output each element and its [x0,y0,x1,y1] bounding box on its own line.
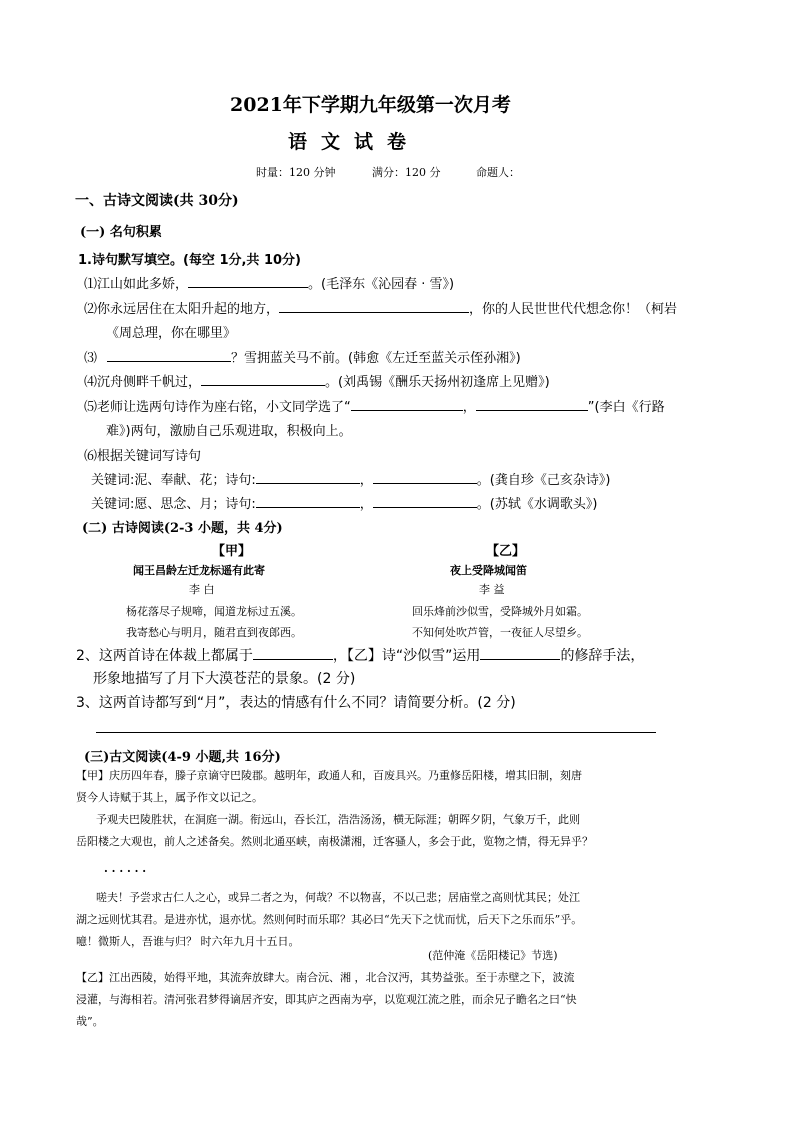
item-text: 。(苏轼《水调歌头》) [476,497,598,512]
item-text: ⑵你永远居住在太阳升起的地方， [84,302,280,317]
answer-blank[interactable] [279,300,469,313]
item-text: ， [359,497,373,512]
part2-heading: (二) 古诗阅读(2-3 小题，共 4分) [82,521,283,536]
item-text: ， [462,400,476,415]
poem-b-tag: 【乙】 [486,544,526,559]
fill-item-5-cont: 难》)两句，激励自己乐观进取，积极向上。 [106,424,352,439]
answer-blank[interactable] [351,398,463,411]
poem-b-author: 李 益 [479,583,505,596]
poem-a-author: 李 白 [189,583,215,596]
item-text: 。(刘禹锡《酬乐天扬州初逢席上见赠》) [325,375,550,390]
omission-dots: · · · · · · [104,865,147,878]
answer-blank[interactable] [188,275,308,288]
item-text: 关键词:泥、奉献、花；诗句: [91,473,256,488]
q1-title: 1.诗句默写填空。(每空 1分,共 10分) [78,253,301,268]
question-2 [76,645,644,665]
answer-line[interactable] [96,732,656,733]
section-heading: 一、古诗文阅读(共 30分) [75,193,239,209]
passage-source: (范仲淹《岳阳楼记》节选) [428,949,558,962]
fill-item-3 [84,347,521,366]
poem-b-line: 不知何处吹芦管，一夜征人尽望乡。 [412,626,588,639]
item-text: ”(李白《行路 [587,400,665,415]
fill-item-2 [84,298,677,317]
answer-blank[interactable] [253,647,333,660]
passage-line: 【乙】江出西陵，始得平地，其流奔放肆大。南合沅、湘 ，北合汉沔，其势益张。至于赤壁之下，波流 [76,971,575,984]
exam-time: 时量：120 分钟 [256,166,336,179]
poem-a-tag: 【甲】 [212,544,252,559]
answer-blank[interactable] [373,471,477,484]
passage-line: 岳阳楼之大观也，前人之述备矣。然则北通巫峡，南极潇湘，迁客骚人，多会于此，览物之情，得无异乎？ [76,835,593,848]
answer-blank[interactable] [373,495,477,508]
passage-line: 【甲】庆历四年春，滕子京谪守巴陵郡。越明年，政通人和，百废具兴。乃重修岳阳楼，增其旧制，刻唐 [76,769,582,782]
fill-item-1 [84,273,454,292]
fill-item-4 [84,371,550,390]
item-text: ⑴江山如此多娇， [84,277,189,292]
item-text: 。(毛泽东《沁园春 · 雪》) [308,277,455,292]
part1-heading: (一) 名句积累 [80,225,162,240]
poem-a-line: 我寄愁心与明月，随君直到夜郎西。 [126,626,302,639]
poem-b-line: 回乐烽前沙似雪，受降城外月如霜。 [412,605,588,618]
exam-score: 满分：120 分 [372,166,441,179]
question-2-cont: 形象地描写了月下大漠苍茫的景象。(2 分) [93,671,356,687]
passage-line: 噫！微斯人，吾谁与归？ 时六年九月十五日。 [76,935,300,948]
page-subtitle: 语文试卷 [288,131,421,153]
item-text: 。(龚自珍《己亥杂诗》) [476,473,611,488]
item-text: ⑷沉舟侧畔千帆过， [84,375,202,390]
part3-heading: (三)古文阅读(4-9 小题,共 16分) [84,750,281,765]
item-text: 2、这两首诗在体裁上都属于 [76,648,253,664]
fill-item-5 [84,396,665,415]
passage-line: 湖之远则忧其君。是进亦忧，退亦忧。然则何时而乐耶？其必曰“先天下之忧而忧，后天下之乐而乐”乎。 [76,913,583,926]
passage-line: 哉”。 [76,1015,104,1028]
passage-line: 浸灌，与海相若。清河张君梦得谪居齐安，即其庐之西南为亭，以览观江流之胜，而余兄子瞻名之曰“快 [76,993,577,1006]
item-text: ， [359,473,373,488]
poem-b-title: 夜上受降城闻笛 [450,564,527,577]
page-title: 2021年下学期九年级第一次月考 [230,94,511,116]
item-text: ，你的人民世世代代想念你！（柯岩 [469,302,678,317]
passage-line: 予观夫巴陵胜状，在洞庭一湖。衔远山，吞长江，浩浩汤汤，横无际涯；朝晖夕阴，气象万千，此则 [96,813,580,826]
poem-a-title: 闻王昌龄左迁龙标遥有此寄 [133,564,265,577]
exam-author: 命题人： [476,166,520,179]
item-text: 的修辞手法， [560,648,645,664]
passage-line: 嗟夫！予尝求古仁人之心，或异二者之为，何哉？不以物喜，不以己悲；居庙堂之高则忧其民；处江 [96,891,580,904]
item-text: ⑶ [84,351,98,366]
item-text: ⑸老师让选两句诗作为座右铭，小文同学选了“ [84,400,351,415]
answer-blank[interactable] [201,373,325,386]
question-3: 3、这两首诗都写到“月”，表达的情感有什么不同？请简要分析。(2 分) [76,695,516,711]
passage-line: 贤今人诗赋于其上，属予作文以记之。 [76,791,263,804]
answer-blank[interactable] [476,398,588,411]
item-text: ？雪拥蓝关马不前。(韩愈《左迁至蓝关示侄孙湘》) [231,351,521,366]
poem-a-line: 杨花落尽子规啼，闻道龙标过五溪。 [126,605,302,618]
fill-item-2-cont: 《周总理，你在哪里》 [106,326,237,341]
fill-item-6b [91,493,597,512]
fill-item-6: ⑹根据关键词写诗句 [84,449,202,464]
item-text: 关键词:愿、思念、月；诗句: [91,497,256,512]
answer-blank[interactable] [480,647,560,660]
answer-blank[interactable] [107,349,231,362]
answer-blank[interactable] [256,495,360,508]
fill-item-6a [91,469,610,488]
answer-blank[interactable] [256,471,360,484]
item-text: ，【乙】诗“沙似雪”运用 [332,648,481,664]
